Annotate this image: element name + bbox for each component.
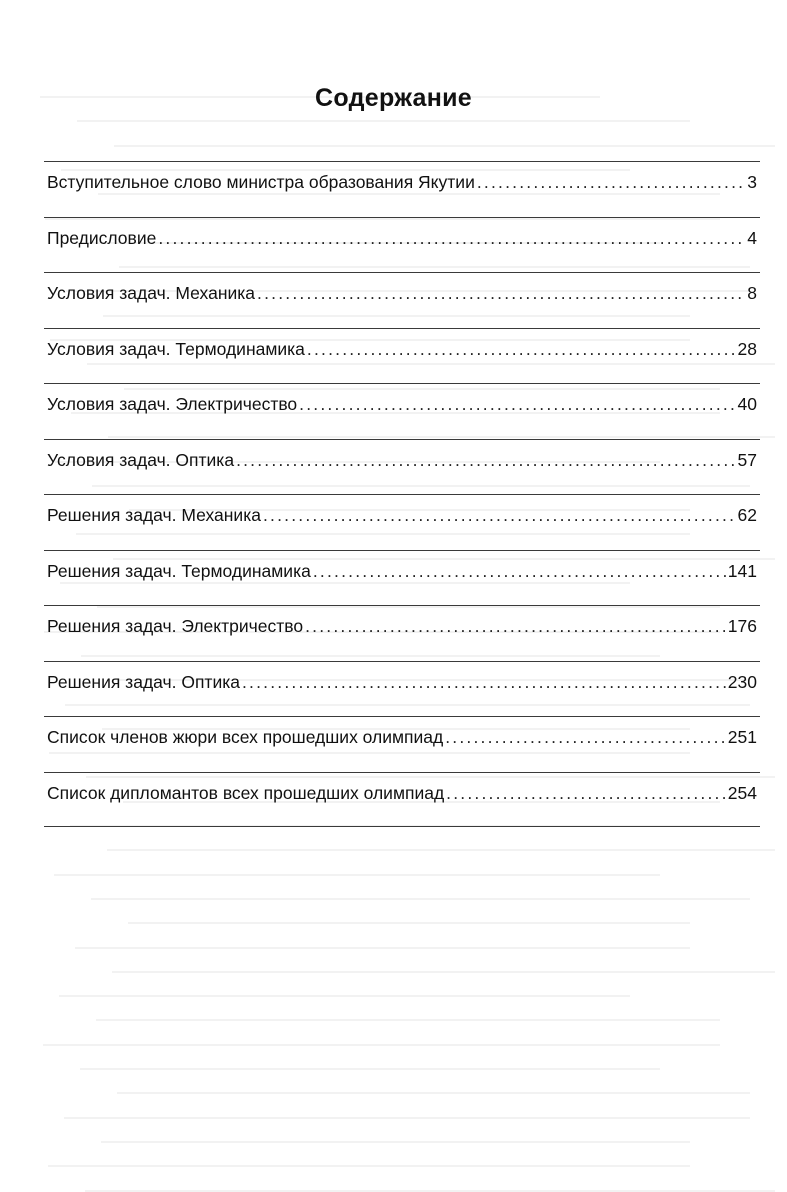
- show-through-line: [91, 898, 750, 900]
- dot-leader: [263, 505, 736, 526]
- toc-entry-page: 251: [727, 727, 757, 747]
- show-through-line: [54, 874, 660, 876]
- toc-entry: [44, 550, 760, 606]
- show-through-line: [112, 971, 775, 973]
- dot-leader: [305, 616, 726, 637]
- toc-entry-title: Список членов жюри всех прошедших олимпиад: [47, 727, 444, 747]
- toc-entry: [44, 161, 760, 217]
- toc-entry: [44, 661, 760, 717]
- toc-entry-page: 8: [747, 283, 757, 303]
- dot-leader: [242, 672, 726, 693]
- dot-leader: [257, 283, 745, 304]
- toc-entry-page: 141: [727, 560, 757, 581]
- toc-entry-page: 176: [727, 616, 757, 636]
- toc-entry-page: 3: [747, 172, 757, 192]
- show-through-line: [96, 1019, 720, 1021]
- dot-leader: [445, 727, 726, 748]
- toc-entry-page: 4: [747, 227, 757, 248]
- toc-entry: [44, 383, 760, 439]
- toc-entry: [44, 605, 760, 661]
- toc-entry-title: Вступительное слово министра образования Якутии: [47, 172, 475, 192]
- show-through-line: [85, 1190, 775, 1192]
- dot-leader: [313, 561, 726, 582]
- toc-entry-title: Предисловие: [47, 227, 157, 248]
- toc-entry-page: 254: [727, 782, 757, 803]
- dot-leader: [299, 394, 735, 415]
- toc-entry: [44, 272, 760, 328]
- toc-entry: [44, 716, 760, 772]
- toc-entry-page: 28: [737, 338, 757, 359]
- show-through-line: [80, 1068, 660, 1070]
- toc-entry: [44, 772, 760, 828]
- show-through-line: [117, 1092, 750, 1094]
- show-through-line: [75, 947, 690, 949]
- page-title: Содержание: [314, 84, 473, 112]
- toc-entry-title: Решения задач. Механика: [47, 505, 261, 525]
- toc-entry-page: 62: [737, 505, 757, 525]
- toc-entry: [44, 439, 760, 495]
- toc-entry-title: Решения задач. Оптика: [47, 671, 240, 692]
- show-through-line: [59, 995, 630, 997]
- show-through-line: [43, 1044, 720, 1046]
- toc-entry-page: 230: [727, 671, 757, 692]
- show-through-line: [107, 849, 775, 851]
- toc-entry-title: Условия задач. Механика: [47, 283, 256, 303]
- toc-entry: [44, 328, 760, 384]
- toc-entry-title: Список дипломантов всех прошедших олимпиад: [47, 782, 445, 803]
- toc-entry-page: 40: [737, 394, 757, 414]
- show-through-line: [114, 145, 775, 147]
- dot-leader: [446, 783, 726, 804]
- toc-entry-title: Условия задач. Электричество: [47, 394, 298, 414]
- table-of-contents: [44, 161, 760, 827]
- toc-entry: [44, 217, 760, 273]
- show-through-line: [101, 1141, 690, 1143]
- toc-entry-page: 57: [737, 449, 757, 470]
- toc-entry-title: Условия задач. Термодинамика: [47, 338, 305, 359]
- show-through-line: [48, 1165, 690, 1167]
- show-through-line: [77, 120, 690, 122]
- dot-leader: [158, 228, 745, 249]
- toc-entry-title: Условия задач. Оптика: [47, 449, 235, 470]
- dot-leader: [477, 172, 745, 193]
- dot-leader: [307, 339, 736, 360]
- show-through-line: [128, 922, 690, 924]
- toc-entry-title: Решения задач. Термодинамика: [47, 560, 311, 581]
- dot-leader: [236, 450, 735, 471]
- toc-entry: [44, 494, 760, 550]
- toc-entry-title: Решения задач. Электричество: [47, 616, 304, 636]
- show-through-line: [64, 1117, 750, 1119]
